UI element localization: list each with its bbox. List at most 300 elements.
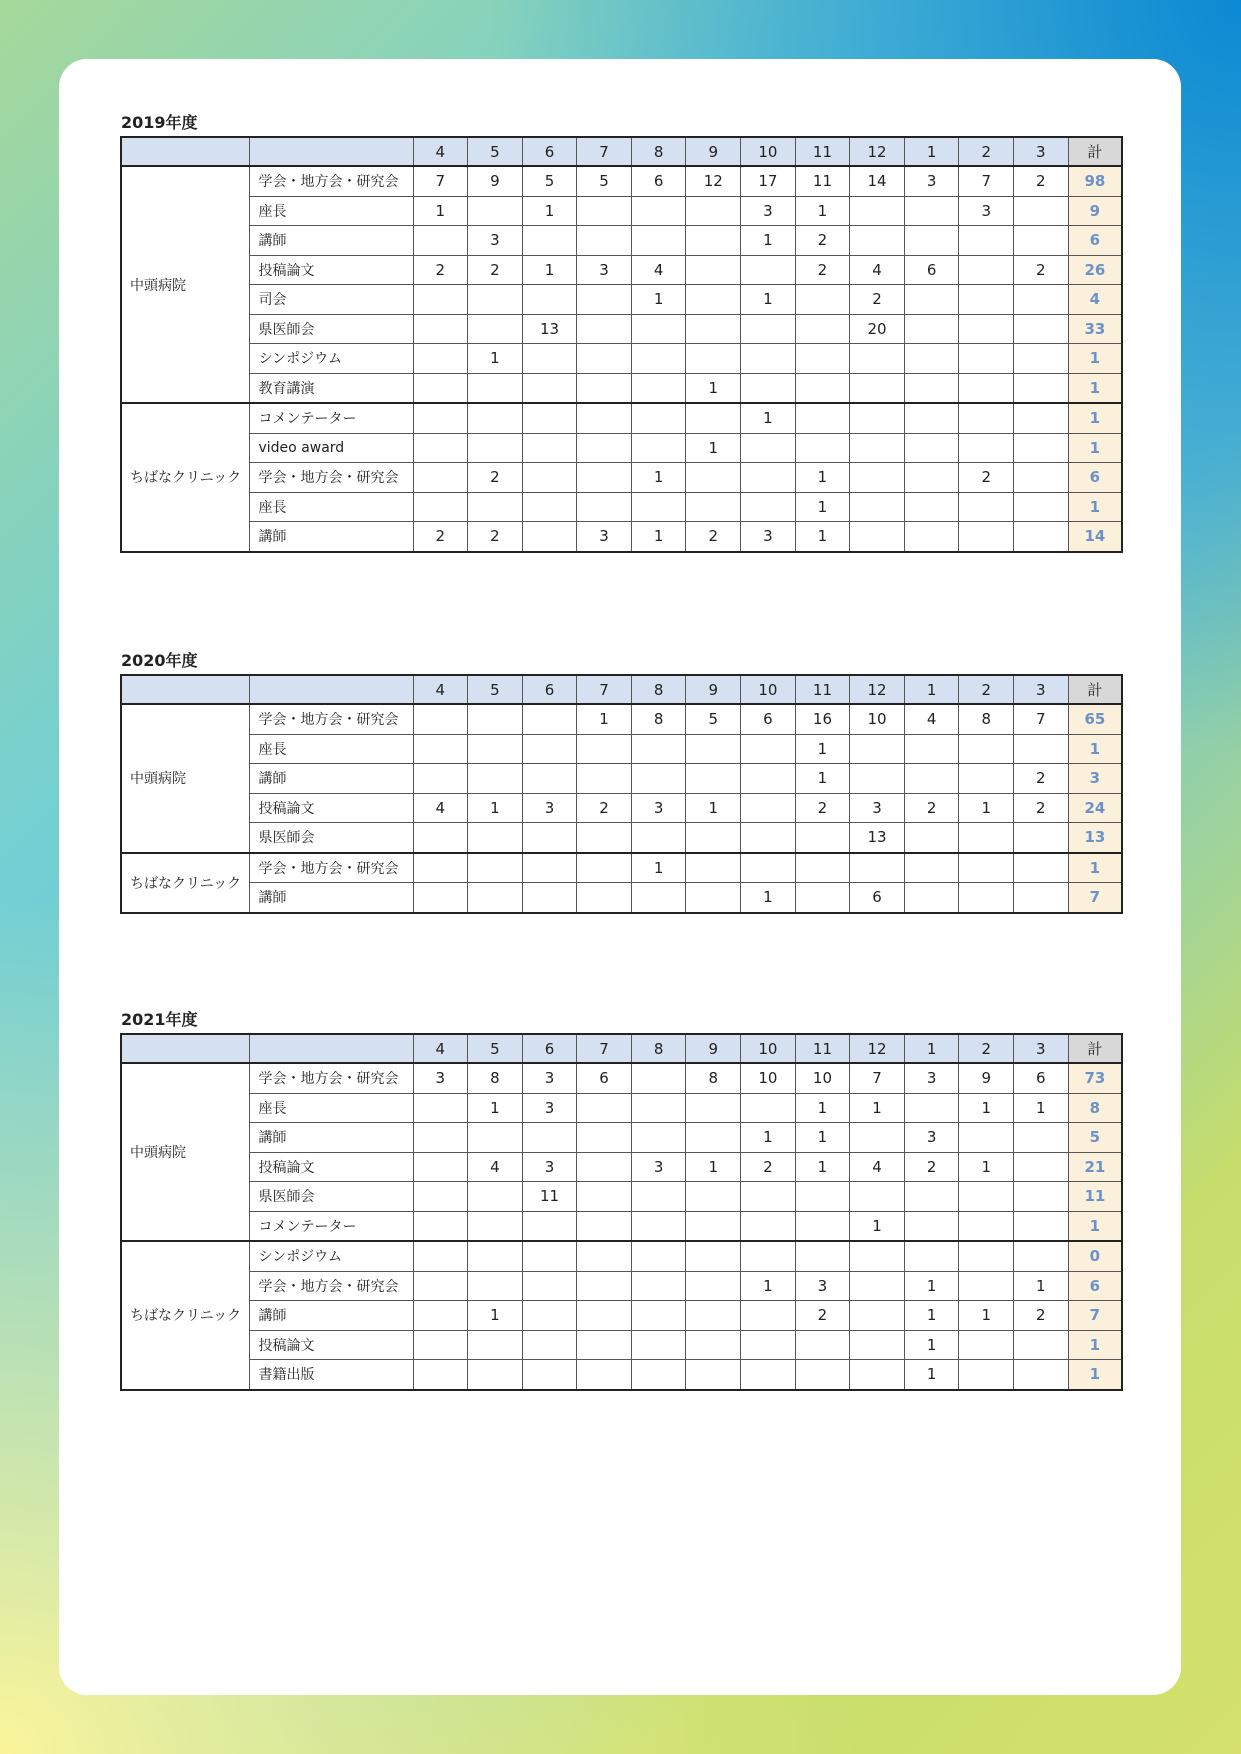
month-header: 7 (577, 675, 632, 704)
month-header: 12 (850, 675, 905, 704)
month-value-cell (741, 314, 796, 344)
month-value-cell (468, 373, 523, 403)
month-value-cell (850, 463, 905, 493)
category-label: 投稿論文 (249, 793, 413, 823)
month-value-cell: 4 (850, 255, 905, 285)
month-value-cell (741, 1360, 796, 1390)
month-value-cell (468, 1241, 523, 1271)
month-value-cell: 3 (904, 1123, 959, 1153)
month-value-cell (631, 492, 686, 522)
month-value-cell (741, 734, 796, 764)
category-label: 県医師会 (249, 823, 413, 853)
month-value-cell (904, 344, 959, 374)
month-header: 9 (686, 1034, 741, 1063)
month-value-cell: 2 (795, 226, 850, 256)
month-value-cell (413, 1271, 468, 1301)
month-value-cell: 6 (904, 255, 959, 285)
month-value-cell (413, 314, 468, 344)
month-value-cell (959, 1241, 1014, 1271)
month-value-cell (959, 492, 1014, 522)
month-value-cell (522, 1360, 577, 1390)
month-value-cell (959, 734, 1014, 764)
month-value-cell: 2 (850, 285, 905, 315)
month-header: 4 (413, 1034, 468, 1063)
month-value-cell: 1 (904, 1360, 959, 1390)
month-value-cell (1014, 853, 1069, 883)
month-value-cell (686, 196, 741, 226)
month-header: 7 (577, 1034, 632, 1063)
month-header: 11 (795, 137, 850, 166)
group-label: 中頭病院 (121, 704, 249, 853)
header-blank-cell (249, 137, 413, 166)
month-value-cell (468, 492, 523, 522)
month-value-cell (468, 764, 523, 794)
month-value-cell (686, 1301, 741, 1331)
month-value-cell: 1 (795, 1093, 850, 1123)
month-header: 6 (522, 137, 577, 166)
row-total-cell: 8 (1068, 1093, 1122, 1123)
row-total-cell: 13 (1068, 823, 1122, 853)
category-label: 学会・地方会・研究会 (249, 853, 413, 883)
month-value-cell (959, 403, 1014, 433)
category-label: 講師 (249, 522, 413, 552)
month-value-cell (850, 1360, 905, 1390)
table-row (121, 492, 1122, 522)
month-value-cell (741, 463, 796, 493)
month-value-cell (959, 1211, 1014, 1241)
month-header: 5 (468, 1034, 523, 1063)
month-value-cell (850, 403, 905, 433)
row-total-cell: 1 (1068, 1360, 1122, 1390)
month-value-cell: 8 (959, 704, 1014, 734)
month-value-cell (850, 1330, 905, 1360)
month-value-cell: 2 (413, 522, 468, 552)
row-total-cell: 3 (1068, 764, 1122, 794)
category-label: 座長 (249, 1093, 413, 1123)
month-value-cell (904, 226, 959, 256)
month-value-cell (795, 344, 850, 374)
month-value-cell (1014, 196, 1069, 226)
month-value-cell (904, 285, 959, 315)
month-value-cell (577, 344, 632, 374)
month-header: 3 (1014, 1034, 1069, 1063)
row-total-cell: 65 (1068, 704, 1122, 734)
month-value-cell (686, 492, 741, 522)
table-row (121, 793, 1122, 823)
month-value-cell (795, 1330, 850, 1360)
month-value-cell (1014, 373, 1069, 403)
month-value-cell (1014, 1123, 1069, 1153)
category-label: 県医師会 (249, 1182, 413, 1212)
month-value-cell: 1 (904, 1271, 959, 1301)
month-value-cell (413, 1360, 468, 1390)
month-value-cell (631, 764, 686, 794)
month-value-cell (904, 1093, 959, 1123)
month-value-cell (631, 1182, 686, 1212)
month-value-cell (904, 522, 959, 552)
month-value-cell (795, 1211, 850, 1241)
month-value-cell (741, 1330, 796, 1360)
month-value-cell (795, 314, 850, 344)
month-value-cell: 6 (577, 1063, 632, 1093)
month-value-cell (959, 883, 1014, 913)
month-value-cell: 4 (850, 1152, 905, 1182)
month-value-cell: 1 (468, 344, 523, 374)
month-value-cell: 2 (1014, 255, 1069, 285)
header-blank-cell (249, 675, 413, 704)
table-row (121, 823, 1122, 853)
month-value-cell: 2 (468, 522, 523, 552)
month-value-cell: 3 (413, 1063, 468, 1093)
month-value-cell (631, 1360, 686, 1390)
month-value-cell (577, 1271, 632, 1301)
category-label: 司会 (249, 285, 413, 315)
month-value-cell (904, 403, 959, 433)
month-value-cell: 3 (631, 1152, 686, 1182)
month-header: 10 (741, 137, 796, 166)
month-value-cell (413, 1123, 468, 1153)
month-value-cell (1014, 823, 1069, 853)
category-label: シンポジウム (249, 344, 413, 374)
month-header: 8 (631, 137, 686, 166)
row-total-cell: 33 (1068, 314, 1122, 344)
month-value-cell: 2 (741, 1152, 796, 1182)
month-value-cell (468, 734, 523, 764)
month-value-cell: 1 (904, 1301, 959, 1331)
month-value-cell (522, 1211, 577, 1241)
month-value-cell: 2 (468, 255, 523, 285)
table-row (121, 1063, 1122, 1093)
month-value-cell: 11 (522, 1182, 577, 1212)
row-total-cell: 1 (1068, 492, 1122, 522)
month-value-cell (904, 433, 959, 463)
month-value-cell (904, 463, 959, 493)
month-value-cell (522, 823, 577, 853)
month-value-cell (413, 285, 468, 315)
month-value-cell (686, 823, 741, 853)
month-value-cell (1014, 403, 1069, 433)
month-header: 2 (959, 675, 1014, 704)
month-value-cell (850, 522, 905, 552)
month-value-cell (522, 373, 577, 403)
month-value-cell (959, 226, 1014, 256)
row-total-cell: 1 (1068, 433, 1122, 463)
month-value-cell (631, 823, 686, 853)
row-total-cell: 7 (1068, 883, 1122, 913)
month-value-cell (1014, 1360, 1069, 1390)
month-value-cell (413, 883, 468, 913)
month-value-cell (686, 764, 741, 794)
month-value-cell (959, 1182, 1014, 1212)
header-row (121, 1034, 1122, 1063)
month-value-cell: 1 (795, 492, 850, 522)
month-value-cell: 3 (850, 793, 905, 823)
month-value-cell (904, 314, 959, 344)
month-value-cell (959, 314, 1014, 344)
month-value-cell (1014, 463, 1069, 493)
activity-table (120, 674, 1123, 914)
month-value-cell (904, 196, 959, 226)
category-label: 投稿論文 (249, 1330, 413, 1360)
month-value-cell (904, 1241, 959, 1271)
month-value-cell (686, 1211, 741, 1241)
category-label: 投稿論文 (249, 1152, 413, 1182)
row-total-cell: 14 (1068, 522, 1122, 552)
month-value-cell: 7 (1014, 704, 1069, 734)
month-value-cell: 1 (522, 196, 577, 226)
month-value-cell (686, 1182, 741, 1212)
month-value-cell: 20 (850, 314, 905, 344)
month-value-cell: 3 (468, 226, 523, 256)
month-value-cell (631, 1123, 686, 1153)
month-value-cell (904, 1211, 959, 1241)
month-value-cell: 10 (850, 704, 905, 734)
month-header: 10 (741, 1034, 796, 1063)
month-value-cell: 13 (522, 314, 577, 344)
row-total-cell: 73 (1068, 1063, 1122, 1093)
month-value-cell (1014, 344, 1069, 374)
month-value-cell: 3 (741, 196, 796, 226)
category-label: 学会・地方会・研究会 (249, 1063, 413, 1093)
month-header: 3 (1014, 137, 1069, 166)
month-value-cell (468, 1360, 523, 1390)
month-value-cell: 1 (577, 704, 632, 734)
month-value-cell (795, 285, 850, 315)
month-value-cell: 1 (686, 793, 741, 823)
month-value-cell (959, 1360, 1014, 1390)
section-title: 2021年度 (121, 1010, 198, 1029)
month-value-cell (522, 226, 577, 256)
month-value-cell: 1 (468, 1093, 523, 1123)
group-label: 中頭病院 (121, 1063, 249, 1241)
month-value-cell: 6 (850, 883, 905, 913)
month-value-cell: 3 (522, 1093, 577, 1123)
table-row (121, 1211, 1122, 1241)
month-value-cell (522, 883, 577, 913)
month-value-cell (413, 764, 468, 794)
month-value-cell (686, 403, 741, 433)
table-row (121, 704, 1122, 734)
month-value-cell (577, 285, 632, 315)
table-row (121, 1152, 1122, 1182)
month-value-cell (468, 704, 523, 734)
month-header: 5 (468, 675, 523, 704)
month-value-cell (413, 704, 468, 734)
month-value-cell (522, 285, 577, 315)
month-value-cell (577, 1123, 632, 1153)
row-total-cell: 4 (1068, 285, 1122, 315)
month-header: 12 (850, 1034, 905, 1063)
month-value-cell (795, 823, 850, 853)
month-value-cell (741, 344, 796, 374)
month-value-cell (795, 1241, 850, 1271)
month-value-cell (686, 734, 741, 764)
month-value-cell (577, 196, 632, 226)
month-value-cell (904, 1182, 959, 1212)
table-row (121, 196, 1122, 226)
month-value-cell (850, 1123, 905, 1153)
month-value-cell (850, 1271, 905, 1301)
month-value-cell (850, 492, 905, 522)
month-value-cell (522, 433, 577, 463)
month-value-cell: 3 (904, 1063, 959, 1093)
month-value-cell (741, 764, 796, 794)
category-label: 講師 (249, 1123, 413, 1153)
section-2019 (120, 113, 1123, 553)
month-value-cell (631, 1330, 686, 1360)
table-row (121, 1271, 1122, 1301)
month-value-cell: 2 (959, 463, 1014, 493)
month-value-cell (413, 1182, 468, 1212)
page-card (59, 59, 1181, 1695)
month-value-cell: 3 (522, 1063, 577, 1093)
month-value-cell: 4 (631, 255, 686, 285)
month-value-cell (959, 823, 1014, 853)
month-value-cell (959, 764, 1014, 794)
month-value-cell (522, 1301, 577, 1331)
month-value-cell (795, 1182, 850, 1212)
month-value-cell (631, 314, 686, 344)
month-value-cell: 7 (413, 166, 468, 196)
month-value-cell (413, 734, 468, 764)
month-header: 8 (631, 675, 686, 704)
month-value-cell (577, 883, 632, 913)
month-value-cell (468, 314, 523, 344)
row-total-cell: 1 (1068, 853, 1122, 883)
month-value-cell: 2 (413, 255, 468, 285)
month-value-cell: 7 (850, 1063, 905, 1093)
month-value-cell (577, 433, 632, 463)
month-value-cell: 1 (741, 285, 796, 315)
month-value-cell (1014, 734, 1069, 764)
month-value-cell (795, 853, 850, 883)
month-value-cell (577, 1182, 632, 1212)
month-value-cell (468, 196, 523, 226)
row-total-cell: 6 (1068, 226, 1122, 256)
month-value-cell (577, 1241, 632, 1271)
month-value-cell: 1 (468, 1301, 523, 1331)
table-row (121, 403, 1122, 433)
month-header: 4 (413, 675, 468, 704)
month-value-cell (413, 403, 468, 433)
row-total-cell: 1 (1068, 1330, 1122, 1360)
month-value-cell (577, 1152, 632, 1182)
month-value-cell: 1 (1014, 1271, 1069, 1301)
month-value-cell: 9 (468, 166, 523, 196)
month-header: 12 (850, 137, 905, 166)
month-value-cell (1014, 1330, 1069, 1360)
month-value-cell (413, 823, 468, 853)
month-value-cell: 2 (686, 522, 741, 552)
month-value-cell (904, 823, 959, 853)
month-value-cell (741, 1093, 796, 1123)
month-value-cell (413, 463, 468, 493)
month-value-cell (522, 463, 577, 493)
month-value-cell: 3 (904, 166, 959, 196)
month-value-cell (1014, 314, 1069, 344)
row-total-cell: 0 (1068, 1241, 1122, 1271)
month-value-cell (850, 433, 905, 463)
month-value-cell (577, 1093, 632, 1123)
month-value-cell (631, 433, 686, 463)
month-value-cell (577, 764, 632, 794)
month-value-cell (1014, 492, 1069, 522)
row-total-cell: 98 (1068, 166, 1122, 196)
month-value-cell: 8 (686, 1063, 741, 1093)
month-header: 9 (686, 675, 741, 704)
month-value-cell (468, 403, 523, 433)
month-value-cell: 17 (741, 166, 796, 196)
month-value-cell: 9 (959, 1063, 1014, 1093)
month-value-cell (904, 764, 959, 794)
month-value-cell (686, 1271, 741, 1301)
month-value-cell (413, 373, 468, 403)
month-value-cell (686, 1360, 741, 1390)
category-label: コメンテーター (249, 1211, 413, 1241)
month-value-cell (577, 1330, 632, 1360)
header-blank-cell (121, 675, 249, 704)
category-label: 学会・地方会・研究会 (249, 704, 413, 734)
month-value-cell (850, 1241, 905, 1271)
month-value-cell: 1 (959, 1093, 1014, 1123)
month-value-cell: 3 (795, 1271, 850, 1301)
table-row (121, 373, 1122, 403)
month-value-cell: 1 (686, 1152, 741, 1182)
month-value-cell (1014, 1182, 1069, 1212)
month-value-cell (577, 853, 632, 883)
month-value-cell (413, 1330, 468, 1360)
category-label: 講師 (249, 764, 413, 794)
month-value-cell (686, 463, 741, 493)
table-row (121, 285, 1122, 315)
month-value-cell: 2 (468, 463, 523, 493)
month-value-cell: 10 (795, 1063, 850, 1093)
month-value-cell: 1 (413, 196, 468, 226)
month-value-cell: 1 (850, 1211, 905, 1241)
month-value-cell (522, 764, 577, 794)
month-value-cell: 1 (522, 255, 577, 285)
month-value-cell (468, 1330, 523, 1360)
month-value-cell (468, 1182, 523, 1212)
month-value-cell (1014, 433, 1069, 463)
month-value-cell: 1 (631, 522, 686, 552)
month-value-cell (522, 734, 577, 764)
month-value-cell: 1 (631, 853, 686, 883)
month-value-cell (850, 196, 905, 226)
row-total-cell: 6 (1068, 463, 1122, 493)
month-value-cell (468, 823, 523, 853)
month-value-cell (631, 344, 686, 374)
month-value-cell: 1 (795, 463, 850, 493)
month-value-cell (413, 1301, 468, 1331)
table-row (121, 314, 1122, 344)
month-value-cell: 1 (686, 433, 741, 463)
month-value-cell (631, 196, 686, 226)
month-value-cell (413, 1093, 468, 1123)
month-value-cell (795, 373, 850, 403)
month-value-cell (631, 1093, 686, 1123)
table-row (121, 166, 1122, 196)
month-value-cell (686, 314, 741, 344)
month-value-cell: 1 (631, 463, 686, 493)
category-label: シンポジウム (249, 1241, 413, 1271)
month-value-cell: 2 (1014, 764, 1069, 794)
table-row (121, 853, 1122, 883)
table-row (121, 1360, 1122, 1390)
month-value-cell (577, 823, 632, 853)
header-blank-cell (121, 137, 249, 166)
month-value-cell (1014, 226, 1069, 256)
